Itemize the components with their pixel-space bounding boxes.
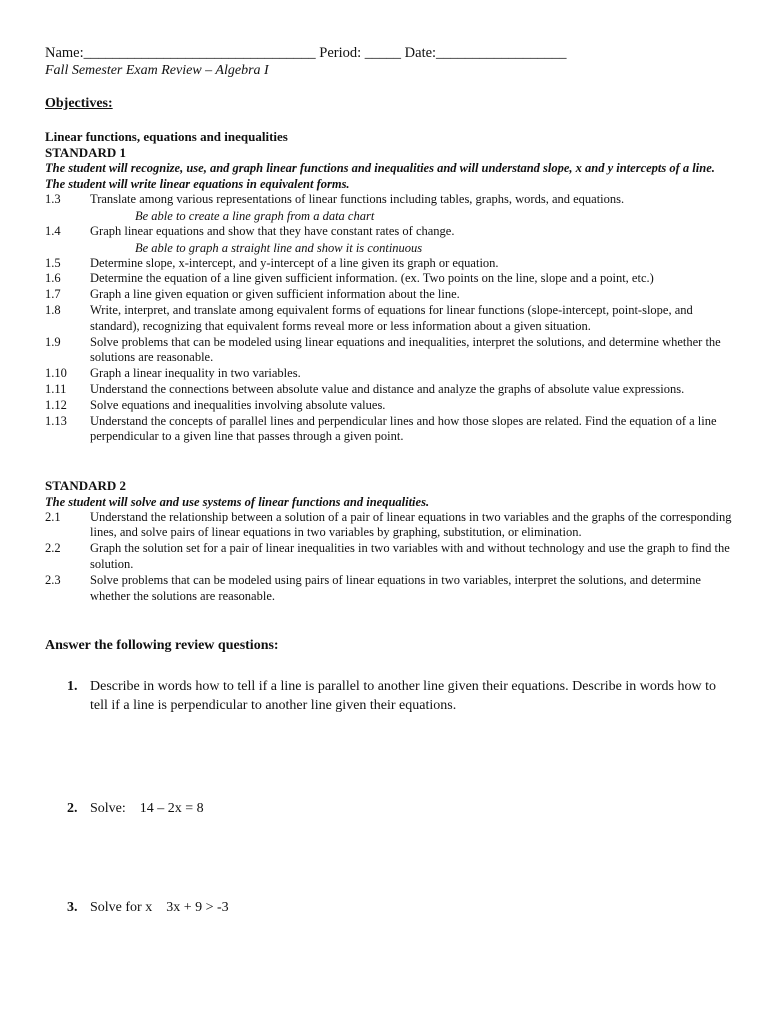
objective-number: 2.3 — [45, 572, 61, 587]
objective-text: Determine the equation of a line given sufficient information. (ex. Two points on the line, slope and a point, etc.) — [90, 271, 654, 286]
document-subtitle: Fall Semester Exam Review – Algebra I — [45, 63, 269, 78]
question-number: 2. — [67, 801, 78, 817]
objective-number: 1.7 — [45, 287, 61, 302]
standard-1 — [45, 145, 735, 446]
objective-item — [45, 414, 735, 446]
objective-item — [45, 271, 735, 287]
objective-number: 1.4 — [45, 223, 61, 238]
objective-text: Determine slope, x-intercept, and y-intercept of a line given its graph or equation. — [90, 255, 499, 270]
objective-number: 1.9 — [45, 334, 61, 349]
objective-item — [45, 256, 735, 272]
objective-number: 1.8 — [45, 302, 61, 317]
objectives-heading: Objectives: — [45, 96, 113, 111]
question-1 — [67, 677, 735, 715]
objective-text: Write, interpret, and translate among equivalent forms of equations for linear functions (slope-intercept, point-slope, and standard), recognizing that equivalent forms reveal more or less information about a given situation. — [90, 302, 693, 333]
objective-text: Solve problems that can be modeled using linear equations and inequalities, interpret the solutions, and determine whether the solutions are reasonable. — [90, 334, 721, 365]
objective-number: 2.1 — [45, 509, 61, 524]
standard-2-description: The student will solve and use systems of linear functions and inequalities. — [45, 494, 430, 509]
question-2 — [67, 799, 735, 818]
question-text — [90, 799, 735, 818]
objective-number: 1.12 — [45, 397, 67, 412]
objective-item — [45, 366, 735, 382]
objective-text: Translate among various representations of linear functions including tables, graphs, words, and equations. — [90, 192, 625, 206]
objective-text: Solve equations and inequalities involving absolute values. — [90, 397, 386, 412]
objective-note: Be able to create a line graph from a data chart — [135, 208, 375, 223]
objective-text: Understand the connections between absolute value and distance and analyze the graphs of absolute value expressions. — [90, 381, 685, 396]
standard-2 — [45, 478, 735, 604]
objective-item — [45, 573, 735, 605]
objective-note: Be able to graph a straight line and show it is continuous — [135, 240, 423, 255]
objective-item — [45, 541, 735, 573]
objective-item — [45, 192, 735, 208]
objective-text: Solve problems that can be modeled using pairs of linear equations in two variables, interpret the solutions, and determine whether the solutions are reasonable. — [90, 572, 701, 603]
objective-number: 2.2 — [45, 541, 61, 556]
question-number: 3. — [67, 900, 78, 916]
objective-item — [45, 224, 735, 240]
objective-text: Graph the solution set for a pair of linear inequalities in two variables with and without technology and use the graph to find the solution. — [90, 541, 730, 572]
objective-text: Graph a linear inequality in two variables. — [90, 366, 301, 381]
section-title: Linear functions, equations and inequalities — [45, 129, 288, 144]
question-number: 1. — [67, 679, 78, 695]
question-prefix: Solve: — [90, 801, 126, 817]
objective-item — [45, 382, 735, 398]
standard-1-items — [45, 192, 735, 445]
objective-number: 1.6 — [45, 271, 61, 286]
objective-number: 1.10 — [45, 366, 67, 381]
objective-number: 1.13 — [45, 413, 67, 428]
standard-2-title: STANDARD 2 — [45, 478, 127, 494]
question-3 — [67, 898, 735, 917]
objective-number: 1.5 — [45, 255, 61, 270]
question-text: Describe in words how to tell if a line is parallel to another line given their equations. Describe in words how to tell if a line is perpendicular to another line given their equations. — [90, 679, 716, 714]
objective-item — [45, 303, 735, 335]
objective-item — [45, 335, 735, 367]
objective-item — [45, 287, 735, 303]
objective-number: 1.3 — [45, 192, 61, 206]
question-expression: 3x + 9 > -3 — [166, 900, 229, 916]
question-text — [90, 898, 735, 917]
objective-text: Graph linear equations and show that they have constant rates of change. — [90, 223, 455, 238]
objective-text: Understand the concepts of parallel lines and perpendicular lines and how those slopes are related. Find the equation of a line perpendicular to a given line that passes through a given point. — [90, 413, 717, 444]
standard-2-items — [45, 510, 735, 605]
objective-number: 1.11 — [45, 381, 67, 396]
exam-review-page — [45, 44, 735, 917]
name-period-date-line: Name:________________________________ Period: _____ Date:__________________ — [45, 45, 567, 61]
review-questions-heading: Answer the following review questions: — [45, 638, 279, 654]
objective-item — [45, 510, 735, 542]
question-expression: 14 – 2x = 8 — [139, 801, 204, 817]
objective-text: Understand the relationship between a solution of a pair of linear equations in two variables and the graphs of the corresponding lines, and solve pairs of linear equations in two variables by graphing, substitution, or elimination. — [90, 509, 732, 540]
question-prefix: Solve for x — [90, 900, 153, 916]
standard-1-title: STANDARD 1 — [45, 144, 127, 160]
standard-1-description: The student will recognize, use, and graph linear functions and inequalities and will understand slope, x and y intercepts of a line. The student will write linear equations in equivalent forms. — [45, 161, 715, 191]
objective-text: Graph a line given equation or given sufficient information about the line. — [90, 287, 460, 302]
objective-item — [45, 398, 735, 414]
